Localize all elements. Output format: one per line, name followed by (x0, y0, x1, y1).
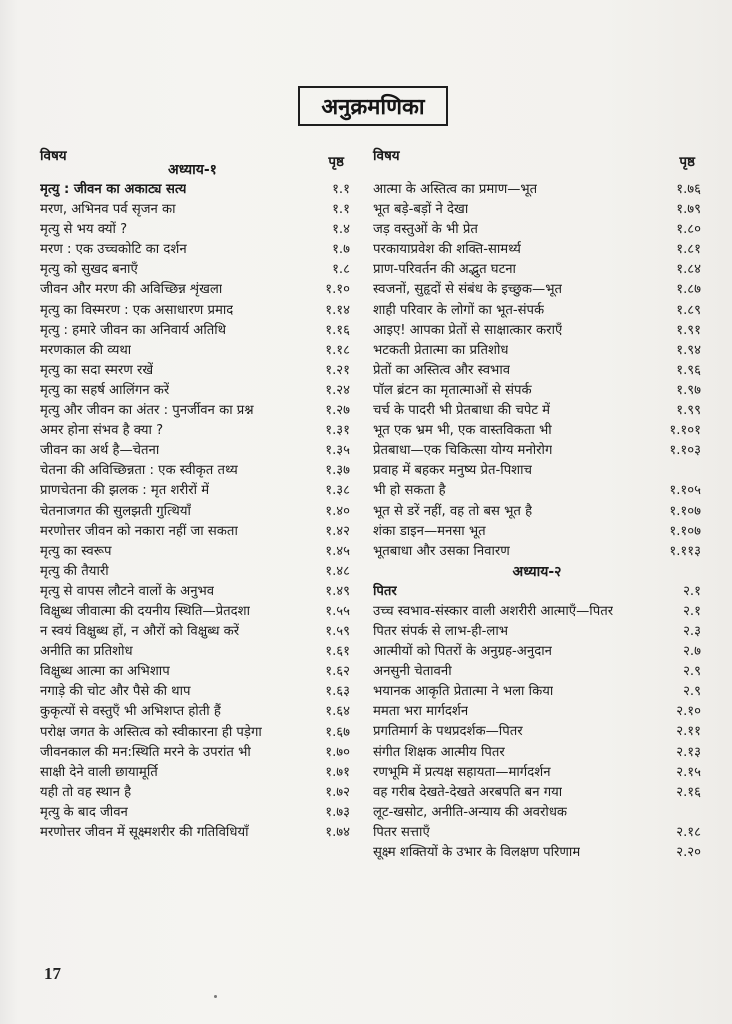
entry-page: १.१०१ (669, 423, 701, 439)
chapter-heading: अध्याय-१ (168, 162, 217, 178)
toc-entry (373, 502, 701, 522)
toc-entry (373, 522, 701, 542)
toc-entry (40, 542, 350, 562)
entry-title: जड़ वस्तुओं के भी प्रेत (373, 222, 478, 238)
toc-entry (373, 461, 701, 481)
entry-page: २.१ (683, 603, 701, 619)
entry-title: भूतबाधा और उसका निवारण (373, 543, 510, 559)
entry-page: १.४५ (325, 543, 350, 559)
entry-page: १.८९ (676, 302, 701, 318)
toc-entry (373, 602, 701, 622)
entry-title: मरणकाल की व्यथा (40, 342, 132, 358)
entry-title: शाही परिवार के लोगों का भूत-संपर्क (373, 302, 545, 318)
entry-title: पितर सत्ताएँ (373, 824, 430, 840)
entry-title: मरणोत्तर जीवन को नकारा नहीं जा सकता (40, 523, 238, 539)
entry-page: १.१०५ (669, 483, 701, 499)
entry-title: मृत्यु और जीवन का अंतर : पुनर्जीवन का प्रश्न (40, 403, 254, 419)
entry-title: वह गरीब देखते-देखते अरबपति बन गया (373, 784, 563, 800)
entry-page: १.७२ (325, 784, 350, 800)
toc-entry (40, 682, 350, 702)
entry-title: शंका डाइन—मनसा भूत (373, 523, 486, 539)
toc-entry (373, 301, 701, 321)
entry-title: प्रेतों का अस्तित्व और स्वभाव (373, 362, 511, 378)
chapter-heading: अध्याय-२ (512, 563, 562, 580)
entry-page: १.१०७ (669, 503, 701, 519)
toc-entry (40, 301, 350, 321)
entry-page: १.६४ (325, 704, 350, 720)
toc-entry (373, 180, 701, 200)
toc-entry (373, 622, 701, 642)
entry-page: १.१०७ (669, 523, 701, 539)
entry-page: १.४९ (325, 583, 350, 599)
entry-title: भूत से डरें नहीं, वह तो बस भूत है (373, 503, 533, 519)
entry-page: १.४२ (325, 523, 350, 539)
entry-page: २.१६ (676, 784, 701, 800)
toc-entry (373, 421, 701, 441)
toc-entry (40, 401, 350, 421)
entry-title: ममता भरा मार्गदर्शन (373, 704, 469, 720)
entry-page: १.४८ (325, 563, 350, 579)
toc-entry (40, 461, 350, 481)
toc-entry (373, 220, 701, 240)
entry-page: १.८४ (676, 262, 701, 278)
toc-entry (373, 843, 701, 863)
toc-entry (40, 260, 350, 280)
entry-title: अनसुनी चेतावनी (373, 664, 452, 680)
entry-title: नगाड़े की चोट और पैसे की थाप (40, 684, 191, 700)
entry-title: मृत्यु की तैयारी (40, 563, 109, 579)
toc-entry (40, 200, 350, 220)
entry-title: जीवनकाल की मन:स्थिति मरने के उपरांत भी (40, 744, 251, 760)
toc-entry (373, 441, 701, 461)
entry-title: प्रेतबाधा—एक चिकित्सा योग्य मनोरोग (373, 443, 553, 459)
entry-page: २.७ (683, 644, 701, 660)
toc-entry (40, 702, 350, 722)
toc-entry (40, 220, 350, 240)
entry-page: १.३८ (325, 483, 350, 499)
entry-title: मृत्यु का विस्मरण : एक असाधारण प्रमाद (40, 302, 234, 318)
entry-title: प्राणचेतना की झलक : मृत शरीरों में (40, 483, 210, 499)
entry-page: १.८१ (676, 242, 701, 258)
toc-entry (373, 763, 701, 783)
entry-title: पितर (373, 583, 397, 599)
subject-column-header: विषय (373, 148, 400, 164)
entry-page: १.९९ (676, 403, 701, 419)
entry-title: परकायाप्रवेश की शक्ति-सामर्थ्य (373, 242, 521, 258)
toc-entry (40, 602, 350, 622)
entry-page: १.६३ (325, 684, 350, 700)
toc-entries (373, 582, 701, 863)
entry-page: २.१३ (676, 744, 701, 760)
entry-title: भूत बड़े-बड़ों ने देखा (373, 202, 469, 218)
toc-entry (373, 361, 701, 381)
toc-entry (40, 823, 350, 843)
toc-entry (373, 783, 701, 803)
toc-entry (373, 280, 701, 300)
entry-page: १.३७ (325, 463, 350, 479)
toc-entry (373, 260, 701, 280)
entry-page: १.२४ (325, 382, 350, 398)
entry-page: २.१८ (676, 824, 701, 840)
toc-entry (373, 341, 701, 361)
entry-page: १.५५ (325, 603, 350, 619)
entry-page: १.९१ (676, 322, 701, 338)
entry-page: १.४ (332, 222, 350, 238)
toc-entry (373, 803, 701, 823)
entry-page: १.१० (325, 282, 350, 298)
entry-title: मरण, अभिनव पर्व सृजन का (40, 202, 176, 218)
entry-title: चर्च के पादरी भी प्रेतबाधा की चपेट में (373, 403, 551, 419)
entry-title: भयानक आकृति प्रेतात्मा ने भला किया (373, 684, 554, 700)
toc-entry (40, 441, 350, 461)
entry-title: सूक्ष्म शक्तियों के उभार के विलक्षण परिणाम (373, 845, 581, 860)
toc-entry (40, 662, 350, 682)
toc-entry (373, 381, 701, 401)
toc-entry (40, 341, 350, 361)
entry-title: अमर होना संभव है क्या ? (40, 423, 164, 439)
toc-entry (40, 421, 350, 441)
entry-page: १.७६ (676, 182, 701, 197)
toc-entry (373, 200, 701, 220)
entry-page: २.९ (683, 664, 701, 680)
entry-title: प्राण-परिवर्तन की अद्भुत घटना (373, 262, 516, 278)
toc-entry (373, 722, 701, 742)
toc-entries (40, 180, 350, 843)
entry-page: १.१४ (325, 302, 350, 318)
entry-title: यही तो वह स्थान है (40, 784, 132, 800)
entry-page: १.१ (332, 202, 350, 218)
entry-title: उच्च स्वभाव-संस्कार वाली अशरीरी आत्माएँ—पितर (373, 603, 614, 619)
entry-title: मृत्यु : हमारे जीवन का अनिवार्य अतिथि (40, 322, 227, 338)
entry-title: लूट-खसोट, अनीति-अन्याय की अवरोधक (373, 804, 568, 820)
entry-title: भूत एक भ्रम भी, एक वास्तविकता भी (373, 423, 552, 439)
toc-entry (40, 723, 350, 743)
entry-page: १.८० (676, 222, 701, 238)
entry-title: अनीति का प्रतिशोध (40, 644, 133, 660)
entry-title: भटकती प्रेतात्मा का प्रतिशोध (373, 342, 509, 358)
entry-page: १.६७ (325, 724, 350, 740)
toc-entry (373, 542, 701, 562)
entry-title: न स्वयं विक्षुब्ध हों, न औरों को विक्षुब्ध करें (40, 624, 240, 640)
toc-entry (40, 803, 350, 823)
entry-page: १.११३ (669, 543, 701, 559)
entry-page: १.३५ (325, 443, 350, 459)
toc-entry (40, 522, 350, 542)
entry-title: परोक्ष जगत के अस्तित्व को स्वीकारना ही पड़ेगा (40, 724, 262, 740)
toc-entry (40, 582, 350, 602)
toc-entry (373, 702, 701, 722)
entry-title: भी हो सकता है (373, 483, 446, 499)
entry-title: मृत्यु को सुखद बनाएँ (40, 262, 138, 278)
entry-page: १.६२ (325, 664, 350, 680)
toc-entry (40, 481, 350, 501)
entry-title: विक्षुब्ध आत्मा का अभिशाप (40, 664, 170, 680)
entry-page: १.४० (325, 503, 350, 519)
entry-title: मृत्यु से वापस लौटने वालों के अनुभव (40, 583, 215, 599)
entry-title: रणभूमि में प्रत्यक्ष सहायता—मार्गदर्शन (373, 764, 551, 780)
spacer (373, 168, 701, 180)
toc-entry (373, 662, 701, 682)
entry-page: १.१८ (325, 342, 350, 358)
toc-entry (40, 562, 350, 582)
toc-entry (40, 361, 350, 381)
entry-page: २.१ (683, 583, 701, 599)
toc-entry (373, 682, 701, 702)
toc-entry (373, 823, 701, 843)
toc-entry (40, 502, 350, 522)
entry-page: २.११ (676, 724, 701, 740)
entry-page: १.८ (332, 262, 350, 278)
toc-entry (373, 582, 701, 602)
entry-page: १.७४ (325, 825, 350, 840)
entry-title: संगीत शिक्षक आत्मीय पितर (373, 744, 505, 760)
toc-header (373, 146, 701, 168)
entry-title: चेतनाजगत की सुलझती गुत्थियाँ (40, 503, 191, 519)
entry-page: १.१०३ (669, 443, 701, 459)
toc-left-column (40, 146, 350, 843)
toc-entries (373, 180, 701, 562)
entry-title: आत्मीयों को पितरों के अनुग्रह-अनुदान (373, 644, 552, 660)
entry-page: २.३ (683, 623, 701, 639)
toc-entry (40, 783, 350, 803)
entry-page: १.५९ (325, 624, 350, 640)
entry-page: १.२७ (325, 403, 350, 419)
entry-title: मरण : एक उच्चकोटि का दर्शन (40, 242, 187, 258)
toc-right-column (373, 146, 701, 863)
entry-page: १.६१ (325, 644, 350, 660)
toc-entry (40, 381, 350, 401)
toc-entry (373, 743, 701, 763)
entry-page: १.७९ (676, 202, 701, 218)
entry-title: मृत्यु से भय क्यों ? (40, 222, 128, 238)
entry-title: मृत्यु : जीवन का अकाट्य सत्य (40, 182, 187, 197)
entry-title: मृत्यु का स्वरूप (40, 543, 112, 559)
entry-title: जीवन और मरण की अविच्छिन्न शृंखला (40, 282, 223, 298)
entry-title: पॉल ब्रंटन का मृतात्माओं से संपर्क (373, 382, 532, 398)
entry-page: १.७१ (325, 764, 350, 780)
entry-title: मरणोत्तर जीवन में सूक्ष्मशरीर की गतिविधियाँ (40, 825, 249, 840)
toc-entry (40, 763, 350, 783)
toc-entry (373, 642, 701, 662)
entry-page: १.७० (325, 744, 350, 760)
entry-page: १.७३ (325, 804, 350, 820)
toc-entry (40, 642, 350, 662)
entry-title: स्वजनों, सुहृदों से संबंध के इच्छुक—भूत (373, 282, 562, 298)
entry-page: २.१० (676, 704, 701, 720)
toc-entry (40, 280, 350, 300)
entry-title: चेतना की अविच्छिन्नता : एक स्वीकृत तथ्य (40, 463, 238, 479)
page-number: 17 (44, 964, 61, 983)
entry-page: २.२० (676, 845, 701, 860)
entry-page: १.७ (332, 242, 350, 258)
entry-page: १.८७ (676, 282, 701, 298)
toc-entry (40, 743, 350, 763)
subject-column-header: विषय (40, 148, 67, 164)
page-column-header: पृष्ठ (679, 154, 695, 170)
entry-title: साक्षी देने वाली छायामूर्ति (40, 764, 158, 780)
entry-page: २.१५ (676, 764, 701, 780)
entry-title: आत्मा के अस्तित्व का प्रमाण—भूत (373, 182, 538, 197)
toc-entry (373, 401, 701, 421)
entry-title: जीवन का अर्थ है—चेतना (40, 443, 160, 459)
entry-page: १.३१ (325, 423, 350, 439)
toc-entry (40, 321, 350, 341)
entry-title: मृत्यु के बाद जीवन (40, 804, 128, 820)
entry-title: आइए! आपका प्रेतों से साक्षात्कार कराएँ (373, 322, 563, 338)
entry-page: १.९६ (676, 362, 701, 378)
entry-title: प्रवाह में बहकर मनुष्य प्रेत-पिशाच (373, 463, 532, 479)
entry-title: प्रगतिमार्ग के पथप्रदर्शक—पितर (373, 724, 523, 740)
entry-page: १.१ (332, 182, 350, 197)
entry-title: पितर संपर्क से लाभ-ही-लाभ (373, 623, 509, 639)
entry-page: २.९ (683, 684, 701, 700)
toc-entry (373, 481, 701, 501)
toc-entry (373, 321, 701, 341)
toc-entry (373, 240, 701, 260)
page-column-header: पृष्ठ (328, 154, 344, 170)
entry-title: मृत्यु का सदा स्मरण रखें (40, 362, 154, 378)
entry-page: १.२१ (325, 362, 350, 378)
page-title: अनुक्रमणिका (298, 86, 448, 126)
entry-title: विक्षुब्ध जीवात्मा की दयनीय स्थिति—प्रेतदशा (40, 603, 250, 619)
toc-entry (40, 622, 350, 642)
toc-entry (40, 240, 350, 260)
entry-page: १.९४ (676, 342, 701, 358)
entry-title: कुकृत्यों से वस्तुएँ भी अभिशप्त होती हैं (40, 704, 221, 720)
speck (214, 995, 217, 998)
toc-entry (40, 180, 350, 200)
entry-page: १.१६ (325, 322, 350, 338)
entry-page: १.९७ (676, 382, 701, 398)
entry-title: मृत्यु का सहर्ष आलिंगन करें (40, 382, 170, 398)
